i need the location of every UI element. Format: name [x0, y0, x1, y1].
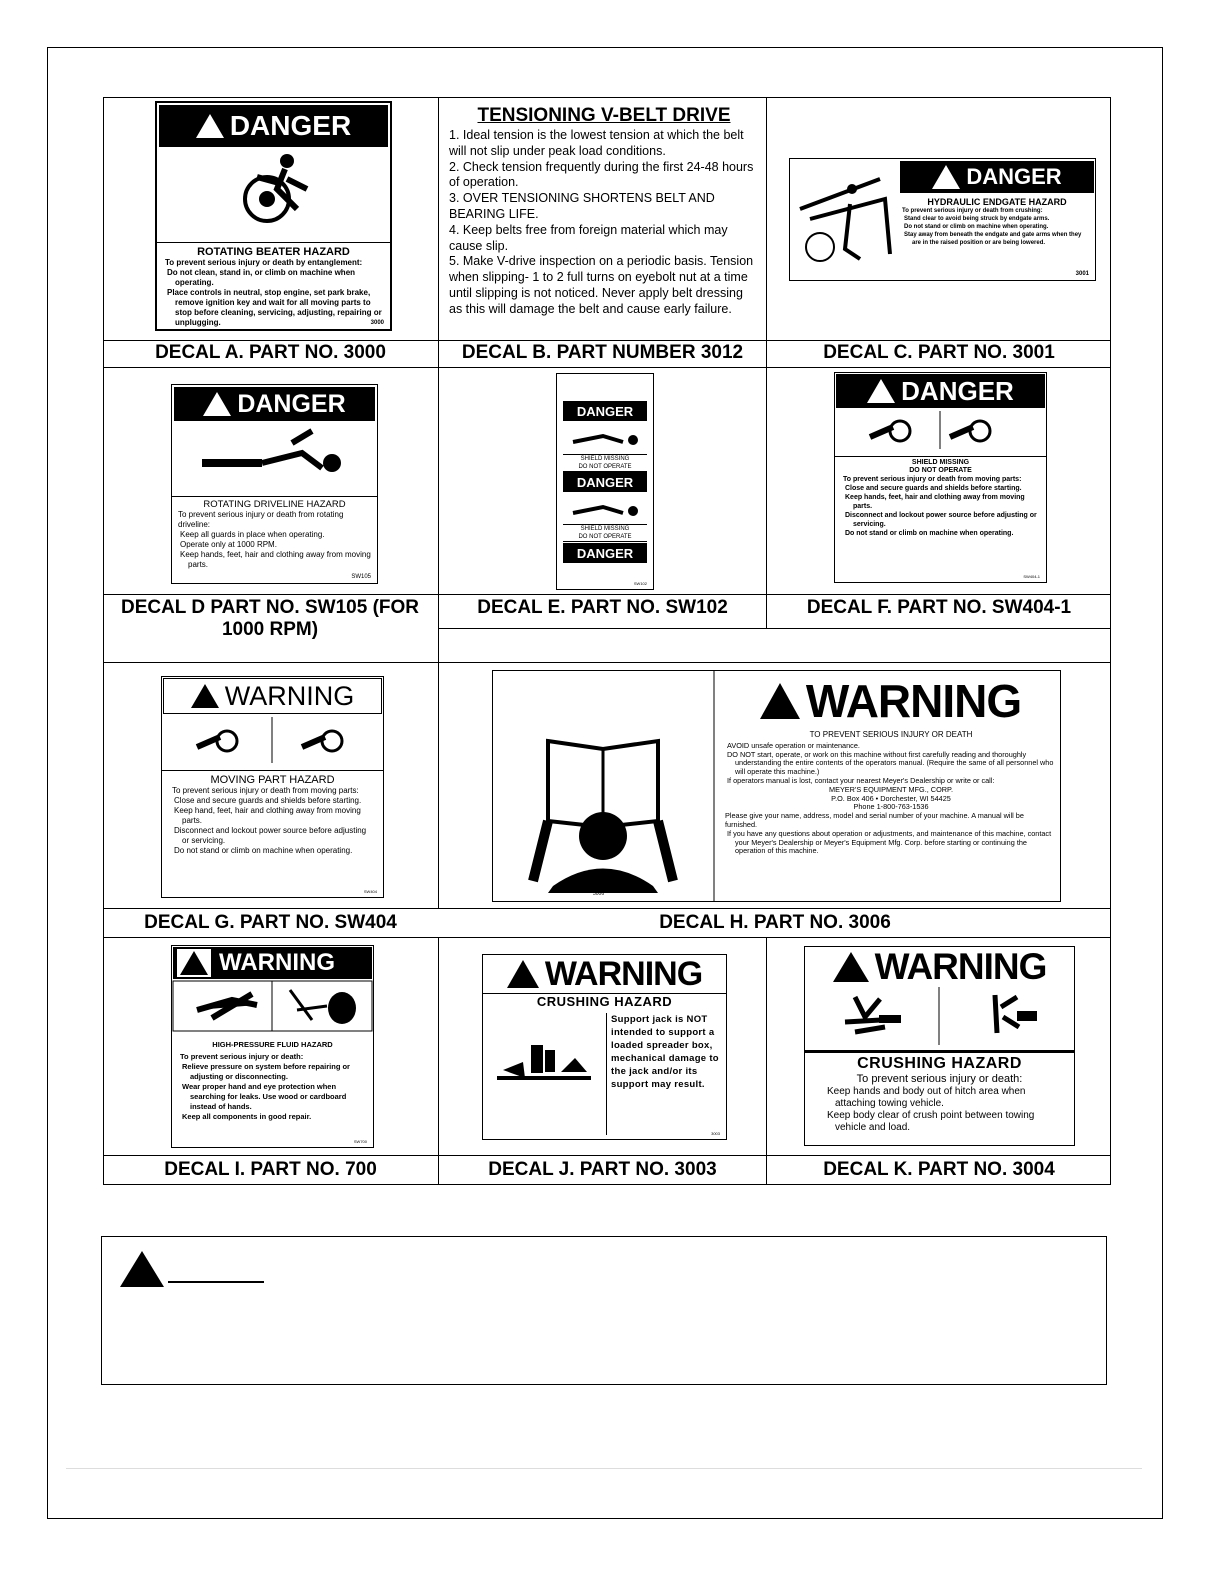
col-rule	[438, 662, 439, 908]
reading-manual-pictogram-icon	[493, 671, 715, 901]
warning-triangle-icon	[191, 684, 219, 708]
hazard-title: ROTATING DRIVELINE HAZARD	[203, 499, 346, 510]
hazard-title: HIGH-PRESSURE FLUID HAZARD	[212, 1040, 333, 1049]
col-rule	[438, 937, 439, 1185]
decal-a-caption: DECAL A. PART NO. 3000	[155, 342, 386, 363]
decal-code: 3006	[593, 891, 605, 897]
hazard-title: HYDRAULIC ENDGATE HAZARD	[927, 197, 1067, 207]
warning-triangle-icon	[180, 951, 208, 975]
gear-pictogram-icon	[162, 715, 383, 765]
driveline-pictogram-icon	[172, 423, 377, 491]
warning-header: ! WARNING	[728, 677, 1053, 725]
row-rule	[103, 662, 1111, 663]
decal-code: 3003	[711, 1131, 720, 1136]
row-rule	[103, 340, 1111, 341]
danger-banner: ! DANGER	[900, 161, 1094, 193]
decal-f-caption: DECAL F. PART NO. SW404-1	[806, 597, 1072, 618]
warning-triangle-icon	[120, 1251, 164, 1287]
decal-h: 3006 ! WARNING TO PREVENT SERIOUS INJURY OR DEATH AVOID unsafe operation or maintenance. DO NOT start, operate, or work on this machine without first carefully reading and thoroughly understanding the entire contents of the operators manual. (Require the same of all personnel who will operate this machine.) If operators manual is lost, contact your nearest Meyer's Dealership or write or call: MEYER'S EQUIPMENT MFG., CORP. P.O. Box 406 • Dorchester, WI 54425 Phone 1-800-763-1536 Please give your name, address, model and serial number of your machine. A manual will be furnished. If you have any questions about operation or adjustments, and maintenance of this machine, contact your Meyer's Dealership or Meyer's Equipment Mfg. Corp. before starting or continuing the operation of this machine.	[492, 670, 1061, 902]
row-rule	[103, 1155, 1111, 1156]
warning-triangle-icon	[196, 114, 224, 138]
decal-code: SW102	[633, 581, 647, 586]
decal-b-caption: DECAL B. PART NUMBER 3012	[461, 342, 744, 363]
entanglement-pictogram-icon	[157, 149, 390, 237]
danger-banner: DANGER	[563, 401, 647, 421]
footer-rule	[66, 1468, 1142, 1469]
hand-pictogram-icon	[563, 493, 647, 523]
hitch-crushing-pictogram-icon	[805, 987, 1074, 1045]
warning-header: ! WARNING	[805, 947, 1074, 987]
hazard-body: Support jack is NOT intended to support a loaded spreader box, mechanical damage to the jack and/or its support may result.	[606, 1013, 727, 1135]
hazard-title: ROTATING BEATER HAZARD	[197, 246, 350, 258]
hazard-title: MOVING PART HAZARD	[210, 774, 335, 786]
decal-d: ! DANGER ROTATING DRIVELINE HAZARD To prevent serious injury or death from rotating driveline: Keep all guards in place when operating. Operate only at 1000 RPM. Keep hands, feet, hair and clothing away from moving parts. SW105	[171, 384, 378, 584]
decal-code: 3000	[370, 320, 384, 326]
warning-header: ! WARNING	[483, 955, 726, 993]
warning-banner: ! WARNING	[173, 947, 372, 979]
decal-e-caption: DECAL E. PART NO. SW102	[477, 597, 728, 618]
row-rule	[103, 908, 1111, 909]
row-rule	[103, 937, 1111, 938]
notice-underline	[168, 1281, 264, 1283]
warning-triangle-icon	[760, 683, 800, 719]
decal-k-caption: DECAL K. PART NO. 3004	[823, 1159, 1055, 1180]
hazard-title: CRUSHING HAZARD	[536, 994, 673, 1009]
decal-g: ! WARNING MOVING PART HAZARD To prevent serious injury or death from moving parts: Close and secure guards and shields before starting. Keep hand, feet, hair and clothing away from moving parts. Disconnect and lockout power source before adjusting or servicing. Do not stand or climb on machine when operating. SW404	[161, 676, 384, 898]
decal-f: ! DANGER SHIELD MISSING DO NOT OPERATE To prevent serious injury or death from moving parts: Close and secure guards and shields before starting. Keep hands, feet, hair and clothing away from moving parts. Disconnect and lockout power source before adjusting or servicing. Do not stand or climb on machine when operating. SW404-1	[834, 372, 1047, 583]
danger-banner: DANGER	[563, 543, 647, 563]
notice-box	[101, 1236, 1107, 1385]
decal-code: SW404-1	[1023, 574, 1040, 579]
decal-h-caption: DECAL H. PART NO. 3006	[659, 912, 891, 933]
col-rule	[438, 97, 439, 662]
endgate-pictogram-icon	[790, 159, 900, 280]
danger-banner: ! DANGER	[159, 105, 388, 147]
decal-code: SW700	[353, 1139, 367, 1144]
decal-code: SW404	[363, 889, 377, 894]
decal-code: 3001	[1075, 271, 1089, 277]
danger-banner: ! DANGER	[836, 374, 1045, 408]
decal-c-caption: DECAL C. PART NO. 3001	[823, 342, 1055, 363]
decal-e: DANGER SHIELD MISSING DO NOT OPERATE DANGER SHIELD MISSING DO NOT OPERATE DANGER SW102	[556, 373, 654, 590]
col-rule	[766, 937, 767, 1185]
decal-j	[482, 954, 727, 1140]
row-rule	[439, 628, 1111, 629]
hazard-title: CRUSHING HAZARD	[857, 1055, 1022, 1072]
warning-header: ! WARNING	[163, 678, 382, 714]
decal-a: ! DANGER ROTATING BEATER HAZARD To prevent serious injury or death by entanglement: Do not clean, stand in, or climb on machine when operating. Place controls in neutral, stop engine, set park brake, remove ignition key and wait for all moving parts to stop before cleaning, servicing, adjusting, repairing or unplugging. 3000	[155, 101, 392, 331]
decal-c: ! DANGER HYDRAULIC ENDGATE HAZARD To prevent serious injury or death from crushing: Stand clear to avoid being struck by endgate arms. Do not stand or climb on machine when operating. Stay away from beneath the endgate and gate arms when they are in the raised position or are being lowered. 3001	[789, 158, 1096, 281]
warning-triangle-icon	[203, 392, 231, 416]
danger-banner: ! DANGER	[174, 387, 375, 421]
warning-triangle-icon	[932, 165, 960, 189]
jack-pictogram-icon	[483, 1010, 605, 1140]
belt-title: TENSIONING V-BELT DRIVE	[477, 105, 731, 126]
decal-g-caption: DECAL G. PART NO. SW404	[144, 912, 397, 933]
decal-k: ! WARNING CRUSHING HAZARD To prevent serious injury or death: Keep hands and body out of hitch area when attaching towing vehicle. Keep body clear of crush point between towing vehicle and load.	[804, 946, 1075, 1146]
danger-banner: DANGER	[563, 472, 647, 492]
hand-pictogram-icon	[563, 422, 647, 452]
gear-pictogram-icon	[835, 409, 1046, 451]
decal-b: TENSIONING V-BELT DRIVE 1. Ideal tension is the lowest tension at which the belt will not slip under peak load conditions. 2. Check tension frequently during the first 24-48 hours of operation. 3. OVER TENSIONING SHORTENS BELT AND BEARING LIFE. 4. Keep belts free from foreign material which may cause slip. 5. Make V-drive inspection on a periodic basis. Tension when slipping- 1 to 2 full turns on eyebolt nut at a time until slipping is not noticed. Never apply belt dressing as this will damage the belt and cause early failure.	[449, 104, 759, 318]
warning-triangle-icon	[867, 379, 895, 403]
high-pressure-pictogram-icon	[172, 980, 373, 1032]
warning-triangle-icon	[507, 960, 539, 988]
row-rule	[103, 594, 1111, 595]
row-rule	[103, 367, 1111, 368]
decal-i: ! WARNING HIGH-PRESSURE FLUID HAZARD To prevent serious injury or death: Relieve pressure on system before repairing or adjusting or disconnecting. Wear proper hand and eye protection when searching for leaks. Use wood or cardboard instead of hands. Keep all components in good repair. SW700	[171, 945, 374, 1148]
decal-d-caption: DECAL D PART NO. SW105 (FOR 1000 RPM)	[120, 597, 420, 640]
decal-j-caption: DECAL J. PART NO. 3003	[488, 1159, 717, 1180]
decal-code: SW105	[351, 574, 371, 580]
decal-i-caption: DECAL I. PART NO. 700	[164, 1159, 377, 1180]
warning-triangle-icon	[833, 952, 869, 982]
